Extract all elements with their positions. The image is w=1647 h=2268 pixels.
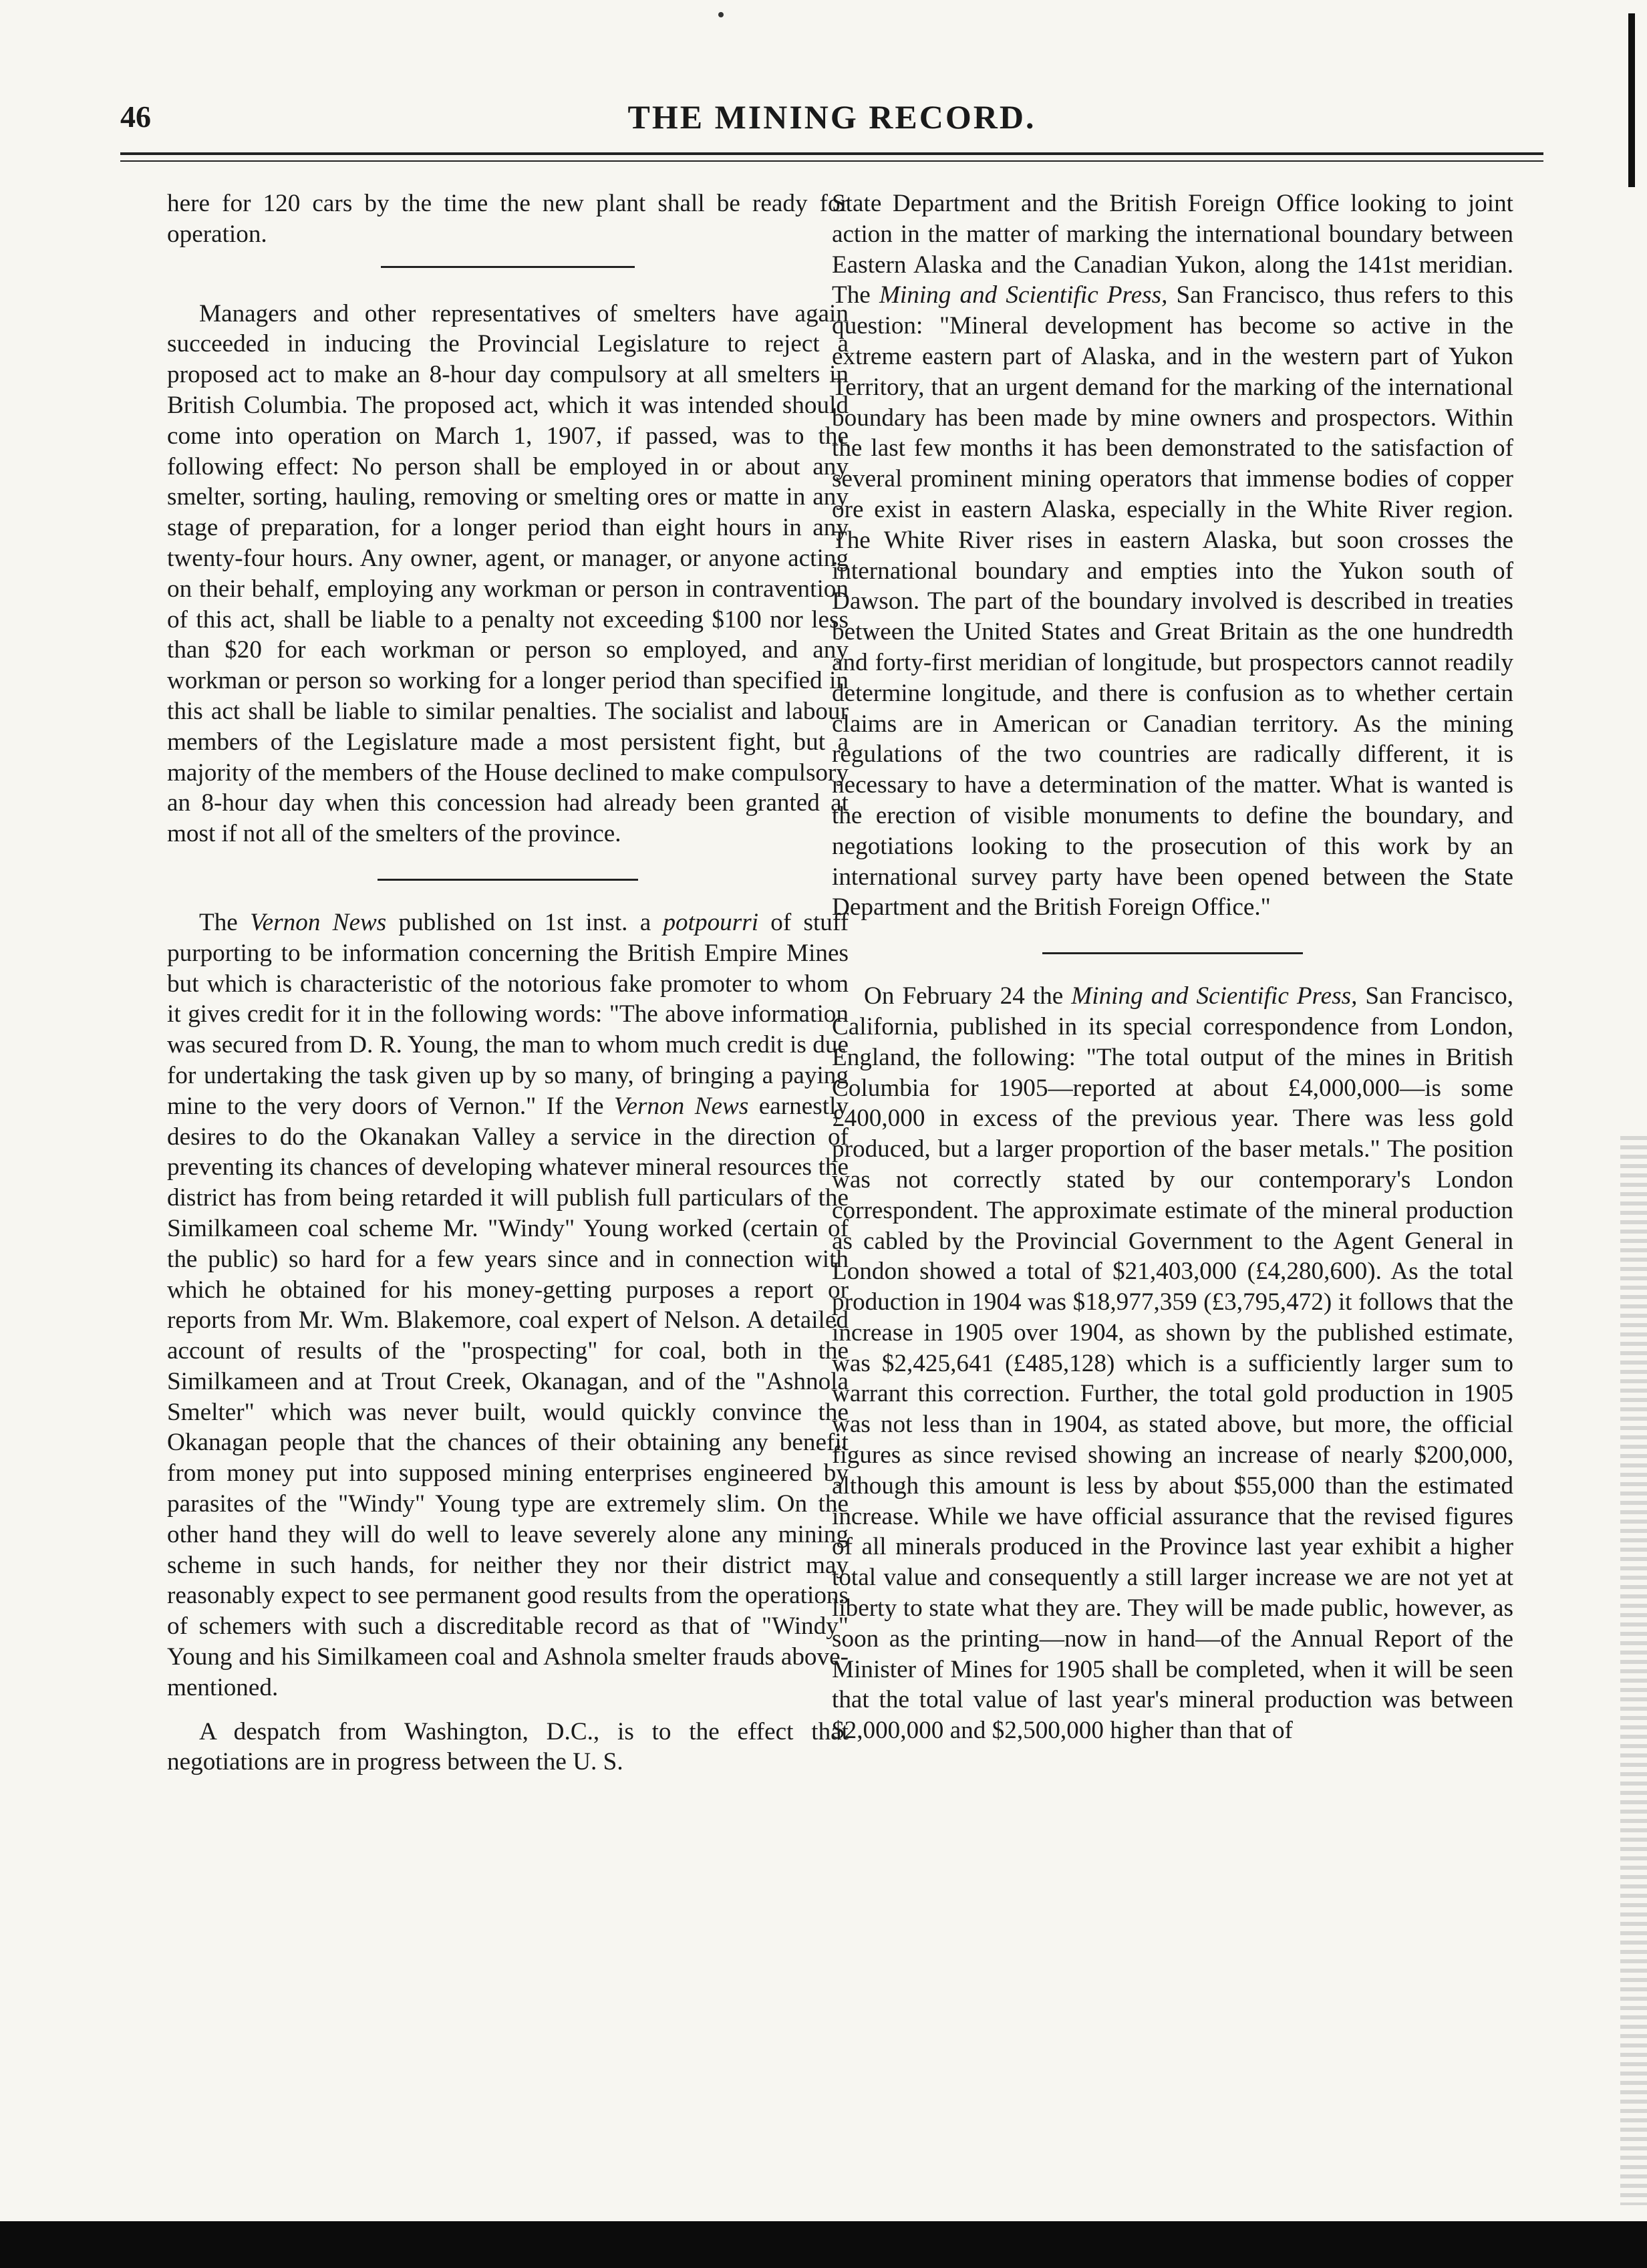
publication-name: Mining and Scientific Press, [1071,982,1358,1010]
paragraph-smelter-act: Managers and other representatives of smelters have again succeeded in inducing the Provincial Legislature to reject a proposed act to make an 8-hour day compulsory at all smelters in British Columbia. The proposed act, which it was intended should come into operation on March 1, 1907, if passed, was to the following effect: No person shall be employed in or about any smelter, sorting, hauling, removing or smelting ores or matte in any stage of preparation, for a longer period than eight hours in any twenty-four hours. Any owner, agent, or manager, or anyone acting on their behalf, employing any workman or person in contravention of this act, shall be liable to a penalty not exceeding $100 nor less than $20 for each workman or person so employed, and any workman or person so working for a longer period than specified in this act shall be liable to similar penalties. The socialist and labour members of the Legislature made a most persistent fight, but a majority of the members of the House declined to make compulsory an 8-hour day when this concession had already been granted at most if not all of the smelters of the province. [167,299,849,848]
paragraph-continued: here for 120 cars by the time the new plant shall be ready for operation. [167,190,849,248]
publication-name: Vernon News [613,1092,749,1120]
paragraph-boundary [832,188,1513,923]
section-divider [1042,952,1303,954]
page-header [120,94,1543,140]
italic-term: potpourri [663,908,759,936]
left-column [167,188,849,1778]
publication-name: Mining and Scientific Press, [879,281,1168,309]
text-run: earnestly desires to do the Okanakan Valley a service in the direction of preventing its chances of developing whatever mineral resources the district has from being retarded it will publish full particulars of the Similkameen coal scheme Mr. "Windy" Young worked (certain of the public) so hard for a few years since and in connection with which he obtained for his money-getting purposes a report or reports from Mr. Wm. Blakemore, coal expert of Nelson. A detailed account of results of the "prospecting" for coal, both in the Similkameen and at Trout Creek, Okanagan, and of the "Ashnola Smelter" which was never built, would quickly convince the Okanagan people that the chances of their obtaining any benefit from money put into supposed mining enterprises engineered by parasites of the "Windy" Young type are extremely slim. On the other hand they will do well to leave severely alone any mining scheme in such hands, for neither they nor their district may reasonably expect to see permanent good results from the operations of schemers with such a discreditable record as that of "Windy" Young and his Similkameen coal and Ashnola smelter frauds above-mentioned. [167,1092,849,1701]
text-run: San Francisco, California, published in its special correspondence from London, England, the following: "The total output of the mines in British Columbia for 1905—reported at about £4,000,000—is some £400,000 in excess of the previous year. There was less gold produced, but a larger proportion of the baser metals." The position was not correctly stated by our contemporary's London correspondent. The approximate estimate of the mineral production as cabled by the Provincial Government to the Agent General in London showed a total of $21,403,000 (£4,280,600). As the total production in 1904 was $18,977,359 (£3,795,472) it follows that the increase in 1905 over 1904, as shown by the published estimate, was $2,425,641 (£485,128) which is a sufficiently larger sum to warrant this correction. Further, the total gold production in 1905 was not less than in 1904, as stated above, but more, the official figures as since revised showing an increase of nearly $200,000, although this amount is less by about $55,000 than the estimated increase. While we have official assurance that the revised figures of all minerals produced in the Province last year exhibit a higher total value and consequently a still larger increase we are not yet at liberty to state what they are. They will be made public, however, as soon as the printing—now in hand—of the Annual Report of the Minister of Mines for 1905 shall be completed, when it will be seen that the total value of last year's mineral production was between $2,000,000 and $2,500,000 higher than that of [832,982,1514,1745]
publication-name: Vernon News [250,908,387,936]
scan-speck [718,12,724,17]
text-run: On February 24 the [864,982,1072,1010]
text-run: The [199,908,251,936]
scan-edge-noise [1620,1136,1647,2205]
journal-title: THE MINING RECORD. [627,98,1036,136]
text-run: San Francisco, thus refers to this question: "Mineral development has become so active in the extreme eastern part of Alaska, and in the western part of Yukon Territory, that an urgent demand for the marking of the international boundary has been made by mine owners and prospectors. Within the last few months it has been demonstrated to the satisfaction of several prominent mining operators that immense bodies of copper ore exist in eastern Alaska, especially in the White River region. The White River rises in eastern Alaska, but soon crosses the international boundary and empties into the Yukon south of Dawson. The part of the boundary involved is described in treaties between the United States and Great Britain as the one hundredth and forty-first meridian of longitude, but prospectors cannot readily determine longitude, and there is confusion as to whether certain claims are in American or Canadian territory. As the mining regulations of the two countries are radically different, it is necessary to have a determination of the matter. What is wanted is the erection of visible monuments to define the boundary, and negotiations looking to the prosecution of this work by an international survey party have been opened between the State Department and the British Foreign Office." [832,281,1514,922]
paragraph-vernon-news [167,907,849,1703]
page-number: 46 [120,100,151,134]
text-run: of stuff purporting to be information concerning the British Empire Mines but which is characteristic of the notorious fake promoter to whom it gives credit for it in the following words: "The above information was secured from D. R. Young, the man to whom much credit is due for undertaking the task given up by so many, of bringing a paying mine to the very doors of Vernon." If the [167,908,849,1120]
scan-bottom-band [0,2221,1647,2268]
header-rule [120,152,1543,155]
section-divider [378,879,638,881]
text-run: State Department and the British Foreign Office looking to joint action in the matter of marking the international boundary between Eastern Alaska and the Canadian Yukon, along the 141st meridian. The [832,190,1513,309]
scan-edge-mark [1628,13,1635,187]
right-column [832,188,1513,1746]
section-divider [381,266,635,268]
text-run: published on 1st inst. a [386,908,663,936]
header-rule-thin [120,160,1543,162]
paragraph-mineral-output [832,981,1513,1746]
paragraph-washington-despatch: A despatch from Washington, D.C., is to the effect that negotiations are in progress between the U. S. [167,1717,849,1776]
